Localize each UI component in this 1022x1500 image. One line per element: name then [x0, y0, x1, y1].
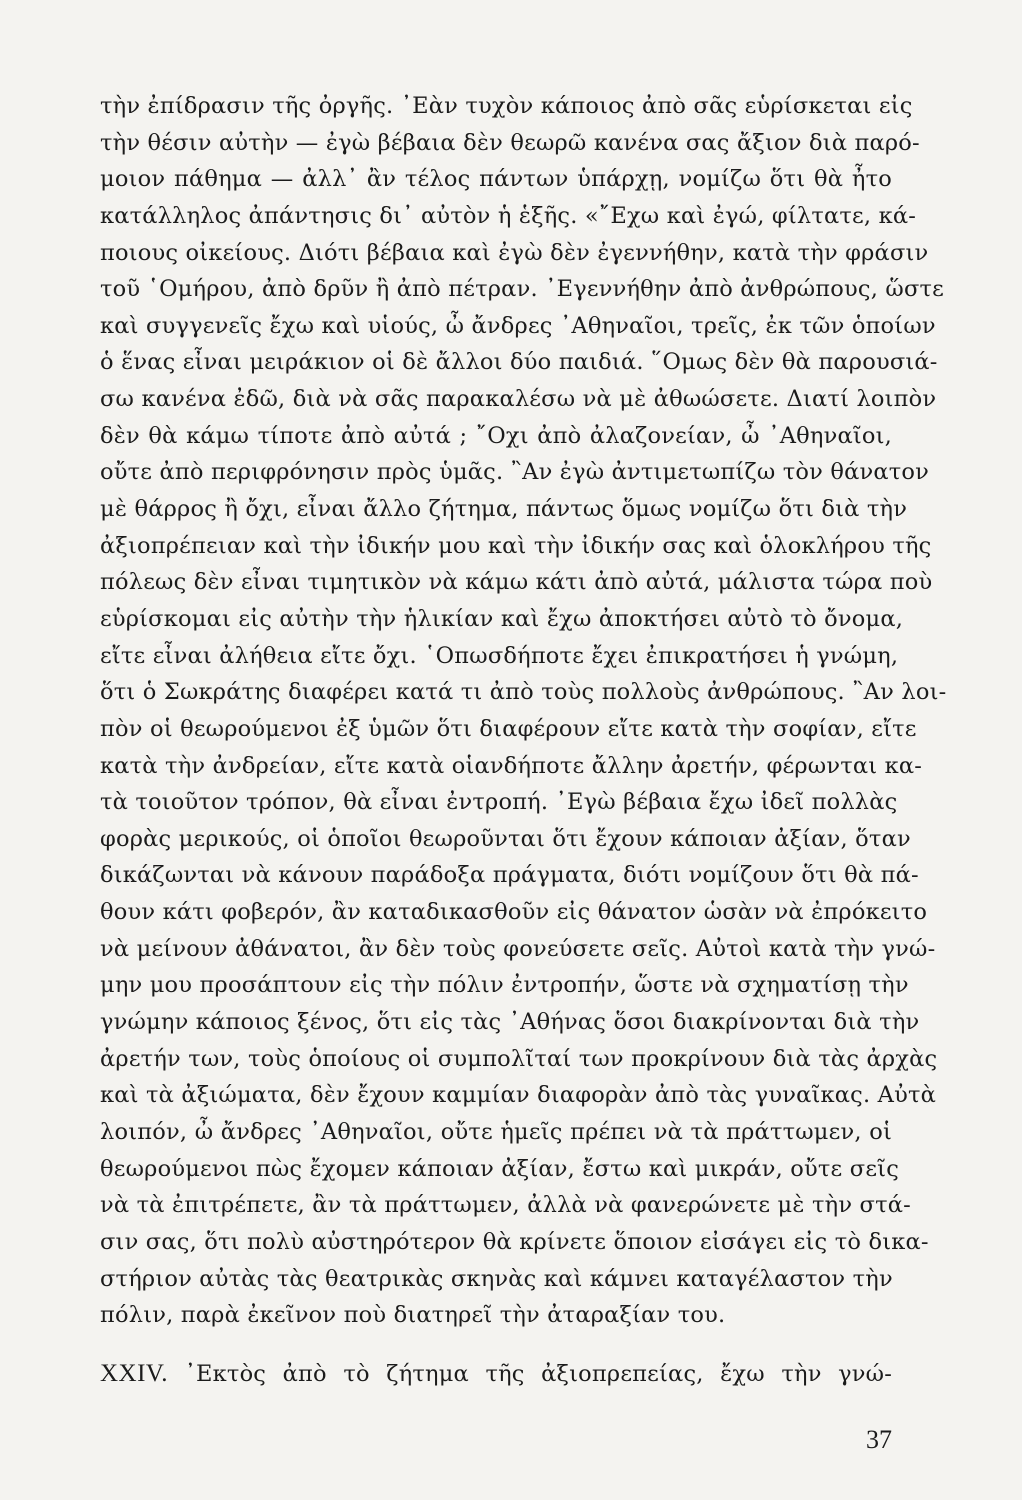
text-line: ἀρετήν των, τοὺς ὁποίους οἱ συμπολῖταί των προκρίνουν διὰ τὰς ἀρχὰς [100, 1045, 938, 1072]
text-line: δικάζωνται νὰ κάνουν παράδοξα πράγματα, διότι νομίζουν ὅτι θὰ πά- [100, 862, 919, 889]
text-line: στήριον αὐτὰς τὰς θεατρικὰς σκηνὰς καὶ κάμνει καταγέλαστον τὴν [100, 1265, 893, 1292]
body-text [100, 88, 947, 1334]
text-line: μην μου προσάπτουν εἰς τὴν πόλιν ἐντροπήν, ὥστε νὰ σχηματίσῃ τὴν [100, 972, 909, 999]
text-line: τὰ τοιοῦτον τρόπον, θὰ εἶναι ἐντροπή. ᾿Εγὼ βέβαια ἔχω ἰδεῖ πολλὰς [100, 789, 898, 816]
text-line: θεωρούμενοι πὼς ἔχομεν κάποιαν ἀξίαν, ἔστω καὶ μικράν, οὔτε σεῖς [100, 1155, 899, 1182]
text-line: ὅτι ὁ Σωκράτης διαφέρει κατά τι ἀπὸ τοὺς πολλοὺς ἀνθρώπους. ῍Αν λοι- [100, 679, 947, 706]
text-line: καὶ συγγενεῖς ἔχω καὶ υἱούς, ὦ ἄνδρες ᾿Αθηναῖοι, τρεῖς, ἐκ τῶν ὁποίων [100, 312, 936, 339]
text-line: καὶ τὰ ἀξιώματα, δὲν ἔχουν καμμίαν διαφορὰν ἀπὸ τὰς γυναῖκας. Αὐτὰ [100, 1082, 937, 1109]
section-text: ᾿Εκτὸς ἀπὸ τὸ ζήτημα τῆς ἀξιοπρεπείας, ἔχω τὴν γνώ- [184, 1361, 892, 1387]
section-opening-line [100, 1356, 892, 1392]
text-line: νὰ τὰ ἐπιτρέπετε, ἂν τὰ πράττωμεν, ἀλλὰ νὰ φανερώνετε μὲ τὴν στά- [100, 1192, 911, 1219]
text-line: εὑρίσκομαι εἰς αὐτὴν τὴν ἡλικίαν καὶ ἔχω ἀποκτήσει αὐτὸ τὸ ὄνομα, [100, 605, 904, 632]
text-line: κατάλληλος ἀπάντησις δι᾿ αὐτὸν ἡ ἑξῆς. «῎Εχω καὶ ἐγώ, φίλτατε, κά- [100, 202, 917, 229]
text-line: εἴτε εἶναι ἀλήθεια εἴτε ὄχι. ῾Οπωσδήποτε ἔχει ἐπικρατήσει ἡ γνώμη, [100, 642, 899, 669]
text-line: γνώμην κάποιος ξένος, ὅτι εἰς τὰς ᾿Αθήνας ὅσοι διακρίνονται διὰ τὴν [100, 1009, 920, 1036]
text-line: τὴν ἐπίδρασιν τῆς ὀργῆς. ᾿Εὰν τυχὸν κάποιος ἀπὸ σᾶς εὑρίσκεται εἰς [100, 93, 913, 119]
text-line: μὲ θάρρος ἢ ὄχι, εἶναι ἄλλο ζήτημα, πάντως ὅμως νομίζω ὅτι διὰ τὴν [100, 496, 908, 523]
section-number: XXIV. [100, 1360, 169, 1387]
text-line: πόλεως δὲν εἶναι τιμητικὸν νὰ κάμω κάτι ἀπὸ αὐτά, μάλιστα τώρα ποὺ [100, 569, 933, 596]
text-line: σω κανένα ἐδῶ, διὰ νὰ σᾶς παρακαλέσω νὰ μὲ ἀθωώσετε. Διατί λοιπὸν [100, 386, 937, 413]
text-line: σιν σας, ὅτι πολὺ αὐστηρότερον θὰ κρίνετε ὅποιον εἰσάγει εἰς τὸ δικα- [100, 1228, 929, 1255]
page-number: 37 [866, 1425, 892, 1454]
text-line: τὴν θέσιν αὐτὴν — ἐγὼ βέβαια δὲν θεωρῶ κανένα σας ἄξιον διὰ παρό- [100, 129, 920, 156]
text-line: φορὰς μερικούς, οἱ ὁποῖοι θεωροῦνται ὅτι ἔχουν κάποιαν ἀξίαν, ὅταν [100, 825, 911, 852]
text-line: πὸν οἱ θεωρούμενοι ἐξ ὑμῶν ὅτι διαφέρουν εἴτε κατὰ τὴν σοφίαν, εἴτε [100, 715, 917, 742]
text-line: λοιπόν, ὦ ἄνδρες ᾿Αθηναῖοι, οὔτε ἡμεῖς πρέπει νὰ τὰ πράττωμεν, οἱ [100, 1118, 892, 1145]
text-line: ποιους οἰκείους. Διότι βέβαια καὶ ἐγὼ δὲν ἐγεννήθην, κατὰ τὴν φράσιν [100, 239, 929, 266]
text-line: δὲν θὰ κάμω τίποτε ἀπὸ αὐτά ; ῎Οχι ἀπὸ ἀλαζονείαν, ὦ ᾿Αθηναῖοι, [100, 422, 892, 449]
text-line: ὁ ἕνας εἶναι μειράκιον οἱ δὲ ἄλλοι δύο παιδιά. ῞Ομως δὲν θὰ παρουσιά- [100, 349, 938, 376]
text-line: μοιον πάθημα — ἀλλ᾿ ἂν τέλος πάντων ὑπάρχῃ, νομίζω ὅτι θὰ ἦτο [100, 166, 892, 193]
text-line: νὰ μείνουν ἀθάνατοι, ἂν δὲν τοὺς φονεύσετε σεῖς. Αὐτοὶ κατὰ τὴν γνώ- [100, 935, 936, 962]
text-line: οὔτε ἀπὸ περιφρόνησιν πρὸς ὑμᾶς. ῍Αν ἐγὼ ἀντιμετωπίζω τὸν θάνατον [100, 459, 930, 486]
text-line: τοῦ ῾Ομήρου, ἀπὸ δρῦν ἢ ἀπὸ πέτραν. ᾿Εγεννήθην ἀπὸ ἀνθρώπους, ὥστε [100, 276, 945, 303]
text-line: πόλιν, παρὰ ἐκεῖνον ποὺ διατηρεῖ τὴν ἀταραξίαν του. [100, 1302, 726, 1329]
text-line: ἀξιοπρέπειαν καὶ τὴν ἰδικήν μου καὶ τὴν ἰδικήν σας καὶ ὁλοκλήρου τῆς [100, 532, 932, 559]
text-line: κατὰ τὴν ἀνδρείαν, εἴτε κατὰ οἱανδήποτε ἄλλην ἀρετήν, φέρωνται κα- [100, 752, 923, 779]
text-line: θουν κάτι φοβερόν, ἂν καταδικασθοῦν εἰς θάνατον ὡσὰν νὰ ἐπρόκειτο [100, 899, 928, 926]
